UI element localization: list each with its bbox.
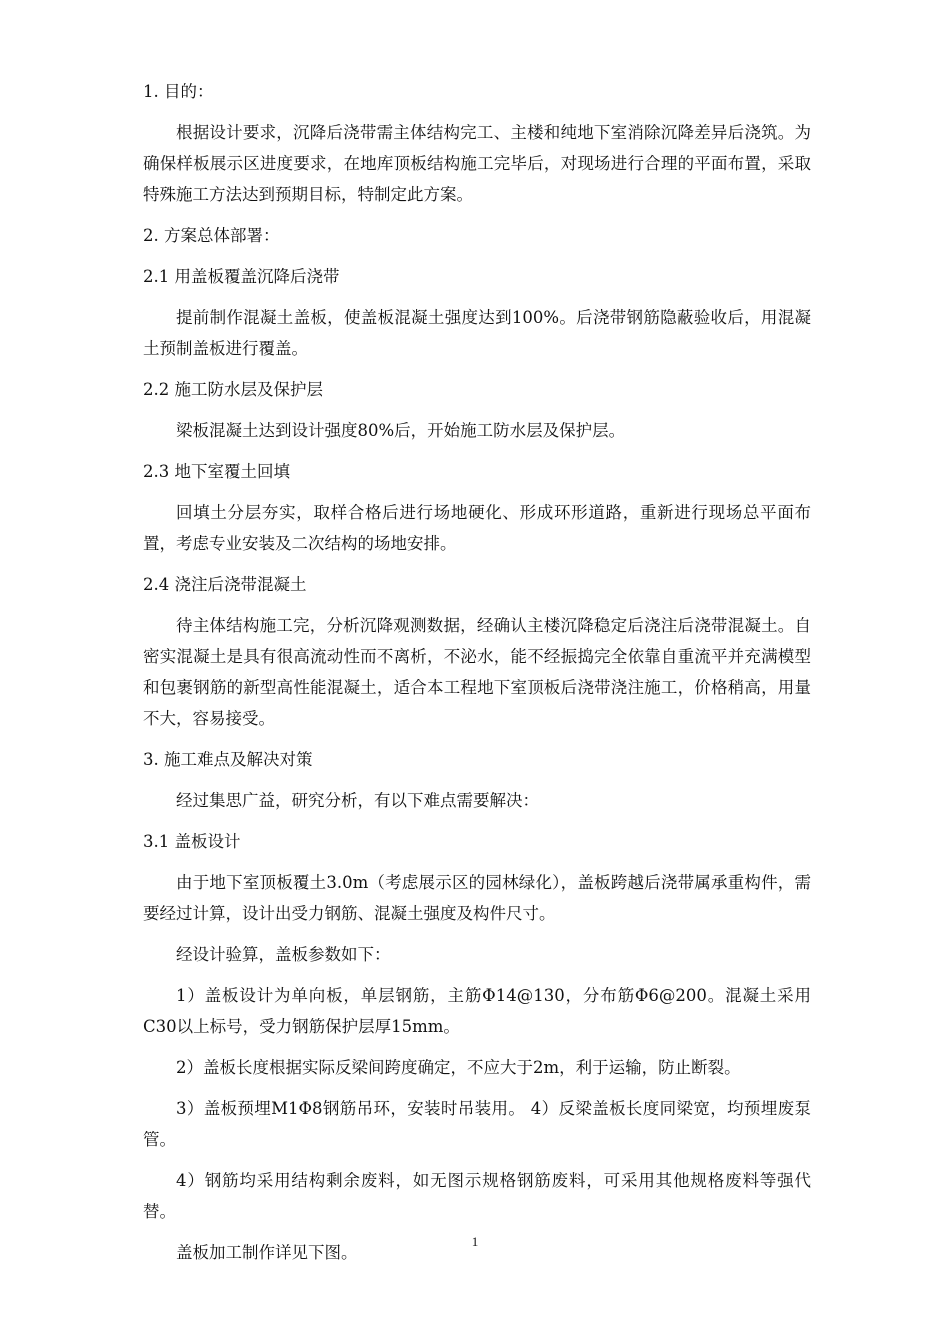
list-item-1: 1）盖板设计为单向板，单层钢筋，主筋Φ14@130，分布筋Φ6@200。混凝土采用C30以上标号，受力钢筋保护层厚15mm。 — [143, 986, 811, 1036]
section-heading-1: 1. 目的： — [143, 82, 214, 101]
section-heading-2: 2. 方案总体部署： — [143, 226, 280, 245]
paragraph-2-4: 待主体结构施工完，分析沉降观测数据，经确认主楼沉降稳定后浇注后浇带混凝土。自密实混凝土是具有很高流动性而不离析，不泌水，能不经振捣完全依靠自重流平并充满模型和包裹钢筋的新型高性能混凝土，适合本工程地下室顶板后浇带浇注施工，价格稍高，用量不大，容易接受。 — [143, 616, 811, 728]
subsection-heading-2-2: 2.2 施工防水层及保护层 — [143, 380, 323, 399]
list-item-4: 4）钢筋均采用结构剩余废料，如无图示规格钢筋废料，可采用其他规格废料等强代替。 — [143, 1171, 811, 1221]
list-item-2: 2）盖板长度根据实际反梁间跨度确定，不应大于2m，利于运输，防止断裂。 — [176, 1058, 741, 1077]
subsection-heading-3-1: 3.1 盖板设计 — [143, 832, 241, 851]
list-item-3: 3）盖板预埋M1Φ8钢筋吊环，安装时吊装用。 4）反梁盖板长度同梁宽，均预埋废泵管。 — [143, 1099, 811, 1149]
subsection-heading-2-4: 2.4 浇注后浇带混凝土 — [143, 575, 307, 594]
paragraph-3-1-params: 经设计验算，盖板参数如下： — [176, 945, 391, 964]
paragraph-2-2: 梁板混凝土达到设计强度80%后，开始施工防水层及保护层。 — [176, 421, 626, 440]
subsection-heading-2-1: 2.1 用盖板覆盖沉降后浇带 — [143, 267, 340, 286]
subsection-heading-2-3: 2.3 地下室覆土回填 — [143, 462, 290, 481]
section-heading-3: 3. 施工难点及解决对策 — [143, 750, 313, 769]
paragraph-3-intro: 经过集思广益，研究分析，有以下难点需要解决： — [176, 791, 539, 810]
paragraph-2-3: 回填土分层夯实，取样合格后进行场地硬化、形成环形道路，重新进行现场总平面布置，考虑专业安装及二次结构的场地安排。 — [143, 503, 811, 553]
paragraph-figure-ref: 盖板加工制作详见下图。 — [176, 1243, 358, 1262]
paragraph-3-1: 由于地下室顶板覆土3.0m（考虑展示区的园林绿化），盖板跨越后浇带属承重构件，需要经过计算，设计出受力钢筋、混凝土强度及构件尺寸。 — [143, 873, 811, 923]
paragraph-purpose: 根据设计要求，沉降后浇带需主体结构完工、主楼和纯地下室消除沉降差异后浇筑。为确保样板展示区进度要求，在地库顶板结构施工完毕后，对现场进行合理的平面布置，采取特殊施工方法达到预期目标，特制定此方案。 — [143, 123, 811, 204]
page-number: 1 — [471, 1234, 479, 1249]
paragraph-2-1: 提前制作混凝土盖板，使盖板混凝土强度达到100%。后浇带钢筋隐蔽验收后，用混凝土预制盖板进行覆盖。 — [143, 308, 811, 358]
document-body — [143, 76, 811, 1278]
